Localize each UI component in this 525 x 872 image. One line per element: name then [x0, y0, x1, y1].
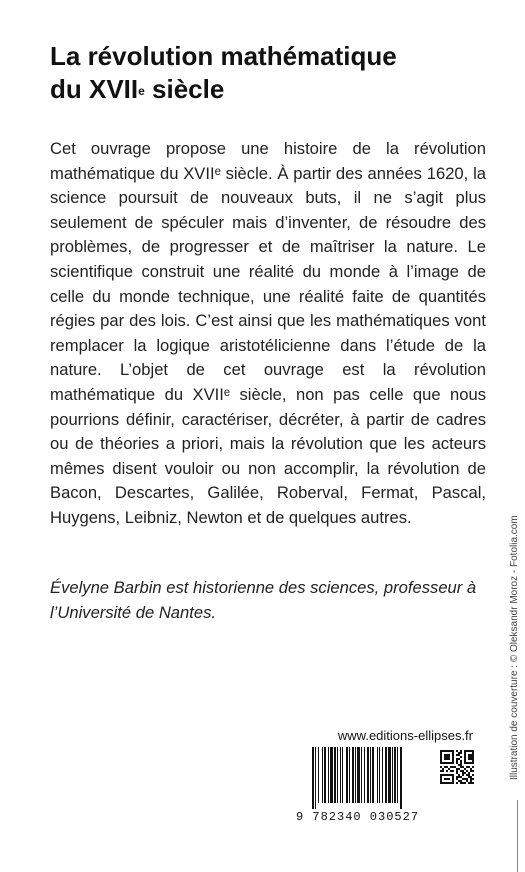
qr-module — [450, 770, 452, 772]
qr-module — [446, 750, 448, 752]
qr-module — [472, 782, 474, 784]
qr-module — [472, 758, 474, 760]
qr-module — [440, 762, 442, 764]
edge-divider — [517, 800, 518, 872]
barcode-bar — [322, 747, 323, 803]
qr-module — [442, 774, 444, 776]
qr-module — [444, 754, 446, 756]
qr-module — [440, 758, 442, 760]
qr-module — [462, 772, 464, 774]
qr-module — [444, 758, 446, 760]
qr-module — [460, 752, 462, 754]
qr-module — [446, 756, 448, 758]
qr-module — [464, 756, 466, 758]
qr-module — [468, 774, 470, 776]
qr-module — [446, 782, 448, 784]
qr-module — [444, 750, 446, 752]
barcode-bar — [355, 747, 356, 803]
qr-module — [470, 780, 472, 782]
qr-module — [452, 776, 454, 778]
qr-module — [470, 782, 472, 784]
qr-module — [464, 768, 466, 770]
qr-module — [448, 768, 450, 770]
qr-module — [456, 762, 458, 764]
title-superscript: e — [138, 84, 145, 98]
book-summary: Cet ouvrage propose une histoire de la révolution mathématique du XVIIᵉ siècle. À partir des années 1620, la science poursuit de nouveaux buts, il ne s’agit plus seulement de spéculer mais d’inventer, de résoudre des problèmes, de progresser et de maîtriser la nature. Le scientifique construit une réalité du monde à l’image de celle du monde technique, une réalité faite de quantités régies par des lois. C’est ainsi que les mathématiques vont remplacer la logique aristotélicienne dans l’étude de la nature. L’objet de cet ouvrage est la révolution mathématique du XVIIᵉ siècle, non pas celle que nous pourrions définir, caractériser, décréter, à partir de cadres ou de théories a priori, mais la révolution que les acteurs mêmes disent vouloir ou non accomplir, la révolution de Bacon, Descartes, Galilée, Roberval, Fermat, Pascal, Huygens, Leibniz, Newton et de quelques autres. — [50, 139, 486, 527]
qr-module — [468, 782, 470, 784]
barcode-bar — [352, 747, 354, 803]
qr-module — [466, 762, 468, 764]
qr-module — [452, 762, 454, 764]
qr-module — [446, 774, 448, 776]
illustration-credit — [509, 515, 521, 790]
barcode-bar — [394, 747, 396, 803]
barcode-bar — [385, 747, 387, 803]
qr-module — [452, 766, 454, 768]
qr-module — [458, 776, 460, 778]
qr-module — [472, 766, 474, 768]
qr-module — [440, 754, 442, 756]
qr-module — [454, 766, 456, 768]
qr-module — [456, 778, 458, 780]
qr-module — [464, 758, 466, 760]
qr-module — [462, 770, 464, 772]
qr-module — [460, 756, 462, 758]
barcode-bar — [382, 747, 383, 803]
qr-module — [460, 764, 462, 766]
qr-module — [452, 750, 454, 752]
qr-module — [468, 766, 470, 768]
qr-module — [468, 772, 470, 774]
qr-module — [448, 774, 450, 776]
qr-module — [460, 770, 462, 772]
qr-module — [460, 776, 462, 778]
barcode-bar — [397, 747, 398, 803]
qr-module — [460, 750, 462, 752]
qr-module — [466, 770, 468, 772]
barcode-bar — [364, 747, 365, 803]
qr-module — [452, 760, 454, 762]
qr-module — [442, 750, 444, 752]
qr-module — [472, 754, 474, 756]
qr-module — [452, 758, 454, 760]
barcode-bar — [388, 747, 391, 803]
qr-module — [446, 758, 448, 760]
qr-module — [464, 778, 466, 780]
qr-module — [472, 774, 474, 776]
qr-module — [456, 760, 458, 762]
qr-module — [452, 756, 454, 758]
qr-module — [472, 778, 474, 780]
qr-module — [448, 754, 450, 756]
qr-module — [456, 754, 458, 756]
qr-module — [440, 752, 442, 754]
barcode-bar — [312, 747, 314, 809]
qr-module — [448, 762, 450, 764]
barcode-bar — [349, 747, 350, 803]
qr-module — [456, 776, 458, 778]
qr-module — [448, 758, 450, 760]
qr-module — [470, 778, 472, 780]
qr-module — [458, 764, 460, 766]
qr-module — [442, 782, 444, 784]
qr-module — [470, 768, 472, 770]
qr-module — [456, 750, 458, 752]
barcode-bar — [328, 747, 329, 803]
qr-module — [468, 762, 470, 764]
qr-module — [456, 772, 458, 774]
author-note: Évelyne Barbin est historienne des sciences, professeur à l’Université de Nantes. — [50, 578, 477, 622]
qr-module — [458, 752, 460, 754]
barcode-bar — [337, 747, 338, 803]
qr-module — [466, 778, 468, 780]
qr-module — [468, 750, 470, 752]
qr-module — [444, 782, 446, 784]
title-line-2-suffix: siècle — [144, 74, 225, 104]
qr-module — [456, 770, 458, 772]
barcode-bar — [372, 747, 374, 803]
qr-module — [458, 758, 460, 760]
qr-module — [446, 762, 448, 764]
qr-module — [472, 762, 474, 764]
qr-module — [460, 782, 462, 784]
qr-module — [452, 778, 454, 780]
qr-module — [446, 778, 448, 780]
barcode-bar — [392, 747, 393, 803]
qr-module — [460, 762, 462, 764]
qr-module — [448, 778, 450, 780]
qr-module — [450, 762, 452, 764]
qr-module — [452, 774, 454, 776]
barcode-bar — [370, 747, 371, 803]
qr-module — [452, 754, 454, 756]
barcode-bar — [377, 747, 378, 803]
qr-module — [462, 766, 464, 768]
illustration-credit-text: Illustration de couverture : © Oleksandr Moroz - Fotolia.com — [509, 515, 520, 780]
barcode-bar — [324, 747, 326, 803]
qr-module — [440, 774, 442, 776]
qr-module — [446, 770, 448, 772]
qr-module — [444, 756, 446, 758]
barcode-bar — [340, 747, 341, 803]
book-title — [50, 40, 470, 106]
barcode-bar — [346, 747, 348, 803]
qr-module — [456, 768, 458, 770]
barcode-bar — [367, 747, 369, 803]
qr-module — [460, 766, 462, 768]
qr-module — [448, 750, 450, 752]
qr-module — [464, 772, 466, 774]
barcode-bar — [361, 747, 362, 803]
title-line-2-prefix: du XVII — [50, 74, 139, 104]
qr-module — [440, 780, 442, 782]
qr-module — [442, 762, 444, 764]
barcode-bar — [357, 747, 360, 803]
qr-module — [444, 762, 446, 764]
qr-module — [470, 754, 472, 756]
qr-module — [448, 782, 450, 784]
barcode-bar — [400, 747, 402, 809]
qr-module — [444, 766, 446, 768]
qr-module — [450, 774, 452, 776]
qr-module — [466, 774, 468, 776]
qr-module — [464, 760, 466, 762]
qr-module — [466, 766, 468, 768]
qr-module — [468, 758, 470, 760]
qr-module — [450, 766, 452, 768]
qr-module — [462, 778, 464, 780]
qr-module — [468, 754, 470, 756]
qr-module — [468, 756, 470, 758]
qr-module — [464, 782, 466, 784]
title-line-1: La révolution mathématique — [50, 41, 397, 71]
qr-code — [440, 750, 474, 784]
qr-module — [460, 760, 462, 762]
qr-module — [440, 782, 442, 784]
qr-module — [446, 754, 448, 756]
qr-module — [446, 766, 448, 768]
qr-module — [470, 762, 472, 764]
qr-module — [464, 762, 466, 764]
qr-module — [440, 750, 442, 752]
title-line-2 — [50, 73, 470, 106]
qr-module — [472, 756, 474, 758]
qr-module — [472, 752, 474, 754]
qr-module — [452, 752, 454, 754]
qr-module — [448, 756, 450, 758]
qr-module — [472, 760, 474, 762]
qr-module — [470, 756, 472, 758]
qr-module — [452, 782, 454, 784]
qr-module — [466, 750, 468, 752]
qr-module — [452, 770, 454, 772]
qr-module — [458, 774, 460, 776]
qr-module — [440, 766, 442, 768]
qr-module — [456, 782, 458, 784]
qr-module — [472, 750, 474, 752]
qr-module — [470, 750, 472, 752]
qr-module — [440, 760, 442, 762]
qr-module — [458, 754, 460, 756]
barcode-bar — [379, 747, 380, 803]
qr-module — [444, 778, 446, 780]
qr-module — [444, 774, 446, 776]
qr-module — [442, 768, 444, 770]
qr-module — [460, 780, 462, 782]
qr-module — [470, 776, 472, 778]
qr-module — [466, 780, 468, 782]
qr-module — [452, 780, 454, 782]
qr-module — [462, 774, 464, 776]
qr-module — [456, 758, 458, 760]
qr-module — [470, 770, 472, 772]
barcode-bar — [318, 747, 319, 803]
qr-module — [472, 770, 474, 772]
barcode-bar — [334, 747, 336, 803]
barcode-bar — [342, 747, 343, 803]
barcode-bar — [315, 747, 316, 809]
qr-module — [440, 778, 442, 780]
qr-module — [450, 782, 452, 784]
qr-module — [464, 752, 466, 754]
qr-module — [462, 782, 464, 784]
isbn-digits: 9 782340 030527 — [296, 810, 420, 824]
isbn-barcode — [310, 747, 434, 811]
qr-module — [442, 770, 444, 772]
qr-module — [468, 776, 470, 778]
qr-module — [458, 768, 460, 770]
qr-module — [464, 754, 466, 756]
qr-module — [470, 758, 472, 760]
qr-module — [458, 780, 460, 782]
qr-module — [440, 776, 442, 778]
barcode-bar — [330, 747, 333, 803]
qr-module — [450, 750, 452, 752]
qr-module — [440, 770, 442, 772]
qr-module — [440, 756, 442, 758]
qr-module — [464, 750, 466, 752]
publisher-website: www.editions-ellipses.fr — [337, 728, 473, 743]
